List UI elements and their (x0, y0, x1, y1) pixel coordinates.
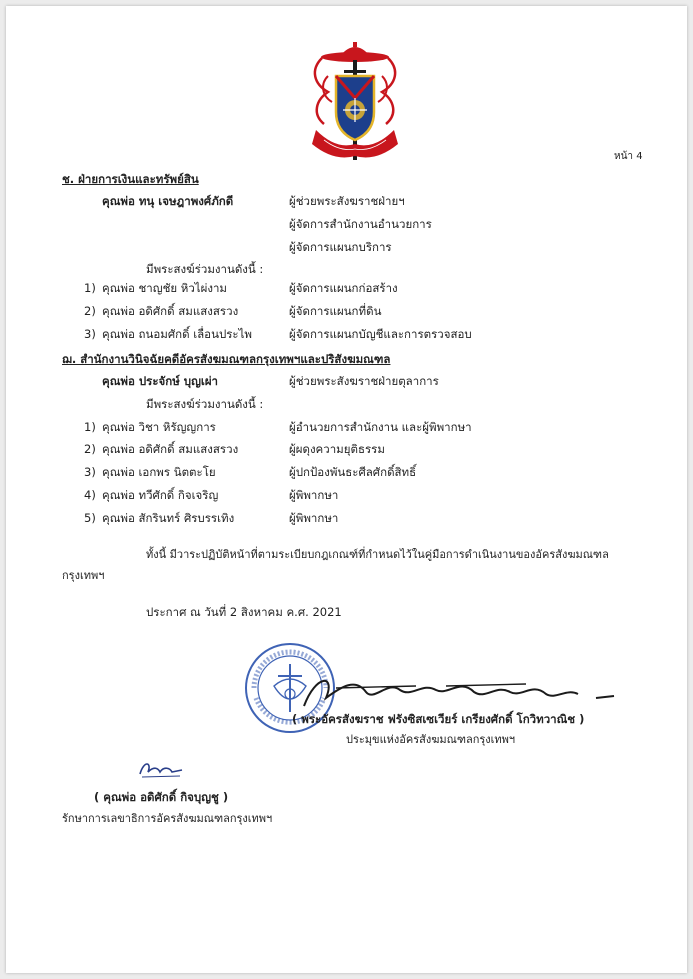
section-d-members-intro: มีพระสงฆ์ร่วมงานดังนี้ : (146, 397, 264, 411)
list-item-number: 3) (84, 465, 96, 479)
secondary-signatory-name: ( คุณพ่อ อดิศักดิ์ กิจบุญชู ) (94, 790, 229, 804)
secondary-signatory-title: รักษาการเลขาธิการอัครสังฆมณฑลกรุงเทพฯ (62, 812, 273, 825)
member-name: คุณพ่อ สักรินทร์ ศิรบรรเทิง (102, 511, 235, 525)
document-page (6, 6, 687, 973)
closing-paragraph-line1: ทั้งนี้ มีวาระปฏิบัติหน้าที่ตามระเบียบกฎเกณฑ์ที่กำหนดไว้ในคู่มือการดำเนินงานของอัครสังฆมณฑล (146, 548, 609, 561)
member-role: ผู้พิพากษา (289, 511, 339, 525)
section-d-lead-name: คุณพ่อ ประจักษ์ บุญเผ่า (102, 374, 219, 388)
archdiocese-crest-emblem (306, 40, 404, 164)
list-item-number: 3) (84, 327, 96, 341)
secretary-signature (136, 758, 186, 780)
member-name: คุณพ่อ ถนอมศักดิ์ เลื่อนประไพ (102, 327, 252, 341)
member-name: คุณพ่อ วิชา หิรัญญการ (102, 420, 216, 434)
member-role: ผู้อำนวยการสำนักงาน และผู้พิพากษา (289, 420, 472, 434)
section-c-lead-role: ผู้จัดการแผนกบริการ (289, 240, 392, 254)
member-role: ผู้จัดการแผนกก่อสร้าง (289, 281, 398, 295)
section-c-heading: ช. ฝ่ายการเงินและทรัพย์สิน (62, 172, 199, 186)
member-name: คุณพ่อ ชาญชัย หิวไผ่งาม (102, 281, 227, 295)
section-c-lead-name: คุณพ่อ ทนุ เจษฎาพงศ์ภักดี (102, 194, 234, 208)
member-role: ผู้จัดการแผนกที่ดิน (289, 304, 382, 318)
member-role: ผู้ผดุงความยุติธรรม (289, 442, 385, 456)
section-d-heading: ฌ. สำนักงานวินิจฉัยคดีอัครสังฆมณฑลกรุงเทพฯและปริสังฆมณฑล (62, 352, 391, 366)
list-item-number: 5) (84, 511, 96, 525)
list-item-number: 4) (84, 488, 96, 502)
list-item-number: 1) (84, 281, 96, 295)
member-name: คุณพ่อ ทวีศักดิ์ กิจเจริญ (102, 488, 219, 502)
closing-paragraph-line2: กรุงเทพฯ (62, 569, 105, 582)
member-role: ผู้พิพากษา (289, 488, 339, 502)
list-item-number: 2) (84, 304, 96, 318)
member-name: คุณพ่อ อดิศักดิ์ สมแสงสรวง (102, 304, 239, 318)
page-number-label: หน้า 4 (614, 151, 643, 162)
list-item-number: 2) (84, 442, 96, 456)
main-signatory-title: ประมุขแห่งอัครสังฆมณฑลกรุงเทพฯ (346, 733, 516, 746)
member-role: ผู้จัดการแผนกบัญชีและการตรวจสอบ (289, 327, 472, 341)
main-signatory-name: ( พระอัครสังฆราช ฟรังซิสเซเวียร์ เกรียงศักดิ์ โกวิทวาณิช ) (292, 712, 585, 726)
announcement-date: ประกาศ ณ วันที่ 2 สิงหาคม ค.ศ. 2021 (146, 605, 342, 619)
member-name: คุณพ่อ อดิศักดิ์ สมแสงสรวง (102, 442, 239, 456)
section-c-lead-role: ผู้จัดการสำนักงานอำนวยการ (289, 217, 432, 231)
section-c-lead-role: ผู้ช่วยพระสังฆราชฝ่ายฯ (289, 194, 405, 208)
section-c-members-intro: มีพระสงฆ์ร่วมงานดังนี้ : (146, 262, 264, 276)
archbishop-signature (296, 668, 616, 710)
list-item-number: 1) (84, 420, 96, 434)
member-role: ผู้ปกป้องพันธะศีลศักดิ์สิทธิ์ (289, 465, 417, 479)
member-name: คุณพ่อ เอกพร นิตตะโย (102, 465, 216, 479)
section-d-lead-role: ผู้ช่วยพระสังฆราชฝ่ายตุลาการ (289, 374, 439, 388)
